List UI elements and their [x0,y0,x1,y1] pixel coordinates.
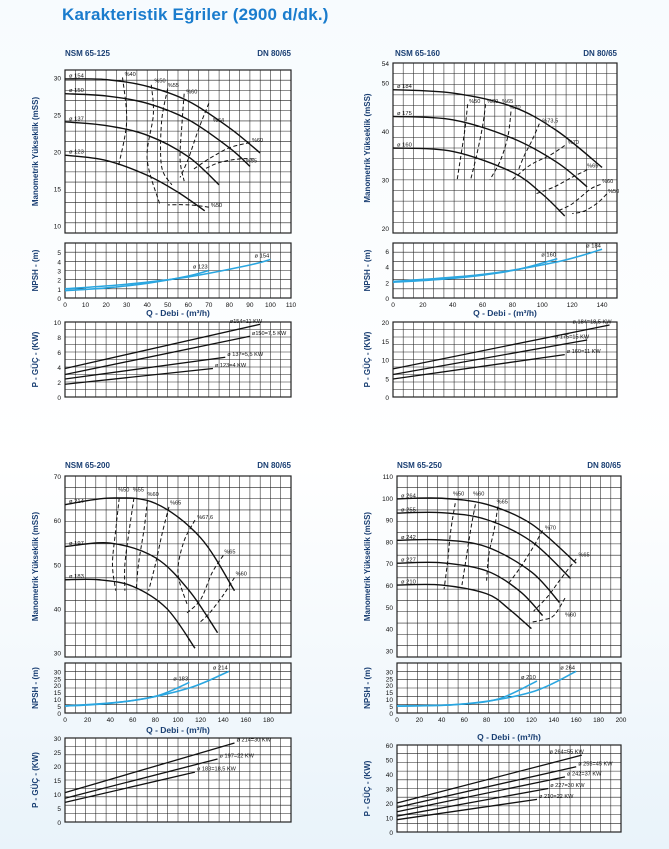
head-curve-label: ø 242 [401,534,416,541]
efficiency-label: %55 [167,83,179,90]
npsh-ytick-label: 10 [53,697,61,705]
x-tick-label: 80 [482,717,491,724]
x-tick-label: 100 [503,717,515,724]
chart-dn-label: DN 80/65 [587,461,621,470]
x-tick-label: 100 [172,717,184,724]
efficiency-label: %65 [587,163,599,170]
head-ytick-label: 60 [53,518,61,526]
power-ytick-label: 15 [53,778,61,785]
npsh-curve-label: ø 184 [586,243,601,250]
power-curve-label: ø 175=15 KW [554,334,590,341]
head-ytick-label: 30 [53,650,61,658]
x-tick-label: 30 [123,302,131,309]
power-curve-label: ø 210=22 KW [539,793,574,800]
power-curve-label: ø 242=37 KW [567,771,602,778]
power-curve-label: ø 123=4 KW [214,363,247,369]
chart-dn-label: DN 80/65 [257,49,291,58]
x-tick-label: 60 [129,717,137,724]
npsh-axis-label: NPSH - (m) [31,249,40,292]
npsh-ytick-label: 15 [385,690,393,698]
chart-model-label: NSM 65-200 [65,461,110,470]
head-ytick-label: 10 [53,223,61,231]
npsh-ytick-label: 25 [53,676,61,684]
efficiency-label: %60 [565,612,577,619]
npsh-ytick-label: 4 [57,259,61,267]
head-ytick-label: 30 [381,177,389,185]
x-tick-label: 120 [195,717,207,724]
efficiency-label: %50 [210,203,223,210]
x-tick-label: 120 [566,302,578,309]
power-ytick-label: 10 [381,357,389,365]
power-ytick-label: 5 [57,806,61,813]
power-ytick-label: 0 [389,830,393,837]
head-curve-label: ø 183 [69,574,84,581]
x-axis-label: Q - Debi - (m³/h) [473,308,537,318]
x-tick-label: 10 [81,302,90,309]
head-ytick-label: 40 [385,626,393,634]
power-ytick-label: 15 [381,338,389,346]
head-ytick-label: 50 [53,562,61,570]
x-tick-label: 100 [265,302,276,309]
npsh-curve-label: ø 183 [173,676,189,683]
x-tick-label: 0 [63,717,67,724]
head-ytick-label: 90 [385,517,393,525]
x-tick-label: 180 [593,717,605,724]
npsh-ytick-label: 25 [385,676,393,684]
x-tick-label: 140 [217,717,229,724]
chart-model-label: NSM 65-160 [395,49,440,58]
x-tick-label: 50 [164,302,172,309]
x-tick-label: 20 [415,717,424,724]
head-ytick-label: 40 [53,606,61,614]
power-ytick-label: 20 [53,764,61,771]
head-ytick-label: 50 [385,604,393,612]
power-ytick-label: 60 [385,743,393,750]
x-tick-label: 0 [395,717,399,724]
head-axis-label: Manometrik Yükseklik (mSS) [31,511,40,622]
x-tick-label: 40 [449,302,457,309]
x-tick-label: 40 [143,302,151,309]
x-tick-label: 120 [525,717,537,724]
x-tick-label: 180 [262,717,274,724]
head-ytick-label: 80 [385,539,393,547]
efficiency-label: %60 [147,491,159,498]
efficiency-label: %50 [154,78,166,85]
head-ytick-label: 70 [385,561,393,569]
power-ytick-label: 20 [385,801,393,808]
head-curve-label: ø 160 [397,142,412,149]
head-ytick-label: 15 [53,186,61,194]
npsh-ytick-label: 20 [385,683,393,691]
x-tick-label: 80 [151,717,160,724]
power-ytick-label: 30 [385,786,393,794]
npsh-ytick-label: 30 [53,669,61,677]
npsh-curve-label: ø 210 [521,675,536,682]
npsh-ytick-label: 5 [57,704,61,712]
x-tick-label: 110 [285,302,297,309]
npsh-ytick-label: 5 [57,250,61,258]
power-axis-label: P - GÜÇ - (KW) [363,331,372,388]
x-tick-label: 0 [391,302,395,309]
power-curve-label: ø 160=11 KW [566,349,601,356]
npsh-curve-label: ø 154 [254,253,270,260]
x-tick-label: 140 [596,302,608,309]
x-tick-label: 200 [615,717,627,724]
npsh-ytick-label: 20 [53,683,61,691]
head-curve-label: ø 264 [401,493,416,500]
head-ytick-label: 20 [53,149,61,157]
efficiency-label: %65 [496,499,508,506]
x-tick-label: 100 [536,302,548,309]
chart-panel-nsm-65-160 [363,49,619,402]
head-curve-label: ø 214 [69,499,84,506]
head-ytick-label: 30 [385,648,393,656]
head-curve-label: ø 123 [69,149,84,156]
x-tick-label: 80 [508,302,517,309]
x-tick-label: 60 [460,717,468,724]
head-ytick-label: 20 [381,226,389,234]
power-ytick-label: 10 [385,815,393,823]
chart-dn-label: DN 80/65 [257,461,291,470]
x-tick-label: 60 [184,302,192,309]
head-ytick-label: 60 [385,583,393,591]
npsh-axis-label: NPSH - (m) [363,249,372,292]
x-axis-label: Q - Debi - (m³/h) [146,725,210,735]
x-tick-label: 0 [63,302,67,309]
head-ytick-label: 70 [53,474,61,481]
efficiency-label: %67,6 [197,514,214,521]
x-tick-label: 70 [205,302,213,309]
npsh-axis-label: NPSH - (m) [31,667,40,709]
x-tick-label: 160 [240,717,252,724]
head-curve-label: ø 175 [397,110,412,117]
head-curve-label: ø 184 [397,84,412,91]
power-curve-label: ø150=7,5 KW [251,330,287,337]
power-ytick-label: 40 [385,772,393,779]
efficiency-label: %64 [212,117,225,124]
power-ytick-label: 0 [385,395,389,402]
head-curve-label: ø 255 [401,507,416,514]
power-curve-label: ø 227=30 KW [550,783,585,789]
efficiency-label: %60 [186,89,198,96]
efficiency-label: %65 [578,552,590,559]
npsh-ytick-label: 0 [385,296,389,303]
npsh-ytick-label: 0 [389,711,393,718]
power-ytick-label: 10 [53,320,61,327]
efficiency-label: %65 [170,500,182,507]
chart-model-label: NSM 65-125 [65,49,110,58]
power-curve-label: ø154=11 KW [229,318,263,325]
head-ytick-label: 40 [381,129,389,136]
x-tick-label: 90 [246,302,254,309]
head-axis-label: Manometrik Yükseklik (mSS) [363,93,372,203]
chart-model-label: NSM 65-250 [397,461,442,470]
power-ytick-label: 8 [57,335,61,342]
chart-panel-nsm-65-250 [363,461,627,837]
head-curve-label: ø 197 [69,541,84,548]
efficiency-label: %70 [544,525,557,532]
head-curve-label: ø 150 [69,88,84,95]
power-ytick-label: 20 [381,320,389,327]
power-ytick-label: 2 [57,380,61,387]
x-tick-label: 20 [102,302,110,309]
npsh-ytick-label: 3 [57,268,61,276]
efficiency-label: %70 [567,140,579,147]
x-tick-label: 20 [83,717,92,724]
npsh-ytick-label: 6 [385,248,389,256]
npsh-ytick-label: 1 [57,286,61,294]
power-axis-label: P - GÜÇ - (KW) [31,331,40,388]
head-curve-label: ø 227 [401,557,416,564]
x-tick-label: 40 [106,717,114,724]
power-ytick-label: 30 [53,736,61,743]
npsh-ytick-label: 10 [385,697,393,705]
power-curve-label: ø 255=45 KW [578,761,613,768]
power-ytick-label: 6 [57,350,61,357]
x-axis-label: Q - Debi - (m³/h) [477,732,541,742]
npsh-ytick-label: 2 [385,280,389,288]
efficiency-label: %65 [502,98,514,105]
power-axis-label: P - GÜÇ - (KW) [363,760,372,817]
power-curve-label: ø 137=5,5 KW [227,351,264,358]
npsh-ytick-label: 30 [385,669,393,677]
power-axis-label: P - GÜÇ - (KW) [31,752,40,808]
page-title: Karakteristik Eğriler (2900 d/dk.) [62,5,329,24]
npsh-ytick-label: 15 [53,690,61,698]
power-curve-label: ø 214=30 KW [236,737,271,744]
efficiency-label: %50 [453,491,465,498]
head-ytick-label: 54 [381,61,389,68]
head-axis-label: Manometrik Yükseklik (mSS) [363,511,372,622]
head-curve-label: ø 154 [69,73,84,80]
npsh-ytick-label: 5 [389,704,393,712]
efficiency-label: %50 [118,487,130,494]
npsh-curve-label: ø 123 [192,264,208,271]
power-ytick-label: 5 [385,376,389,384]
efficiency-label: %60 [602,178,614,185]
power-curve-label: ø 183=18,5 KW [196,766,236,773]
head-ytick-label: 100 [382,495,393,503]
power-ytick-label: 0 [57,395,61,402]
power-curve-label: ø 197=22 KW [219,753,254,760]
head-ytick-label: 30 [53,75,61,83]
npsh-curve-label: ø 264 [560,665,576,672]
efficiency-label: %70 [509,105,521,112]
head-axis-label: Manometrik Yükseklik (mSS) [31,96,40,207]
npsh-ytick-label: 0 [57,711,61,718]
power-curve-label: ø 264=55 KW [549,749,584,756]
efficiency-label: %55 [132,487,145,494]
npsh-ytick-label: 4 [385,264,389,272]
npsh-curve-label: ø 214 [212,665,228,672]
head-ytick-label: 110 [382,474,393,481]
power-ytick-label: 4 [57,365,61,372]
power-ytick-label: 25 [53,750,61,757]
x-tick-label: 60 [478,302,487,309]
npsh-axis-label: NPSH - (m) [363,667,372,709]
npsh-ytick-label: 0 [57,296,61,303]
efficiency-label: %60 [235,571,247,578]
efficiency-label: %60 [487,98,499,105]
head-curve-label: ø 210 [401,579,416,586]
power-ytick-label: 0 [57,820,61,827]
efficiency-label: %50 [469,98,481,105]
chart-panel-nsm-65-125 [31,49,297,402]
efficiency-label: %55 [245,158,258,165]
efficiency-label: %73,5 [542,118,559,125]
power-ytick-label: 50 [385,757,393,765]
efficiency-label: %50 [608,189,620,196]
head-ytick-label: 50 [381,80,389,88]
x-tick-label: 20 [419,302,427,309]
power-curve-label: ø 184=18,5 KW [572,319,612,326]
x-tick-label: 80 [225,302,233,309]
x-axis-label: Q - Debi - (m³/h) [146,308,210,318]
efficiency-label: %65 [224,549,236,556]
efficiency-label: %40 [124,71,136,78]
x-tick-label: 40 [438,717,446,724]
chart-dn-label: DN 80/65 [583,49,617,58]
x-tick-label: 140 [548,717,560,724]
chart-panel-nsm-65-200 [31,461,292,827]
efficiency-label: %60 [473,491,485,498]
npsh-curve-label: ø 160 [541,252,557,259]
head-curve-label: ø 137 [69,116,84,123]
power-ytick-label: 10 [53,792,61,799]
npsh-ytick-label: 2 [57,277,61,285]
head-ytick-label: 25 [53,112,61,120]
x-tick-label: 160 [570,717,582,724]
efficiency-label: %60 [251,137,264,144]
